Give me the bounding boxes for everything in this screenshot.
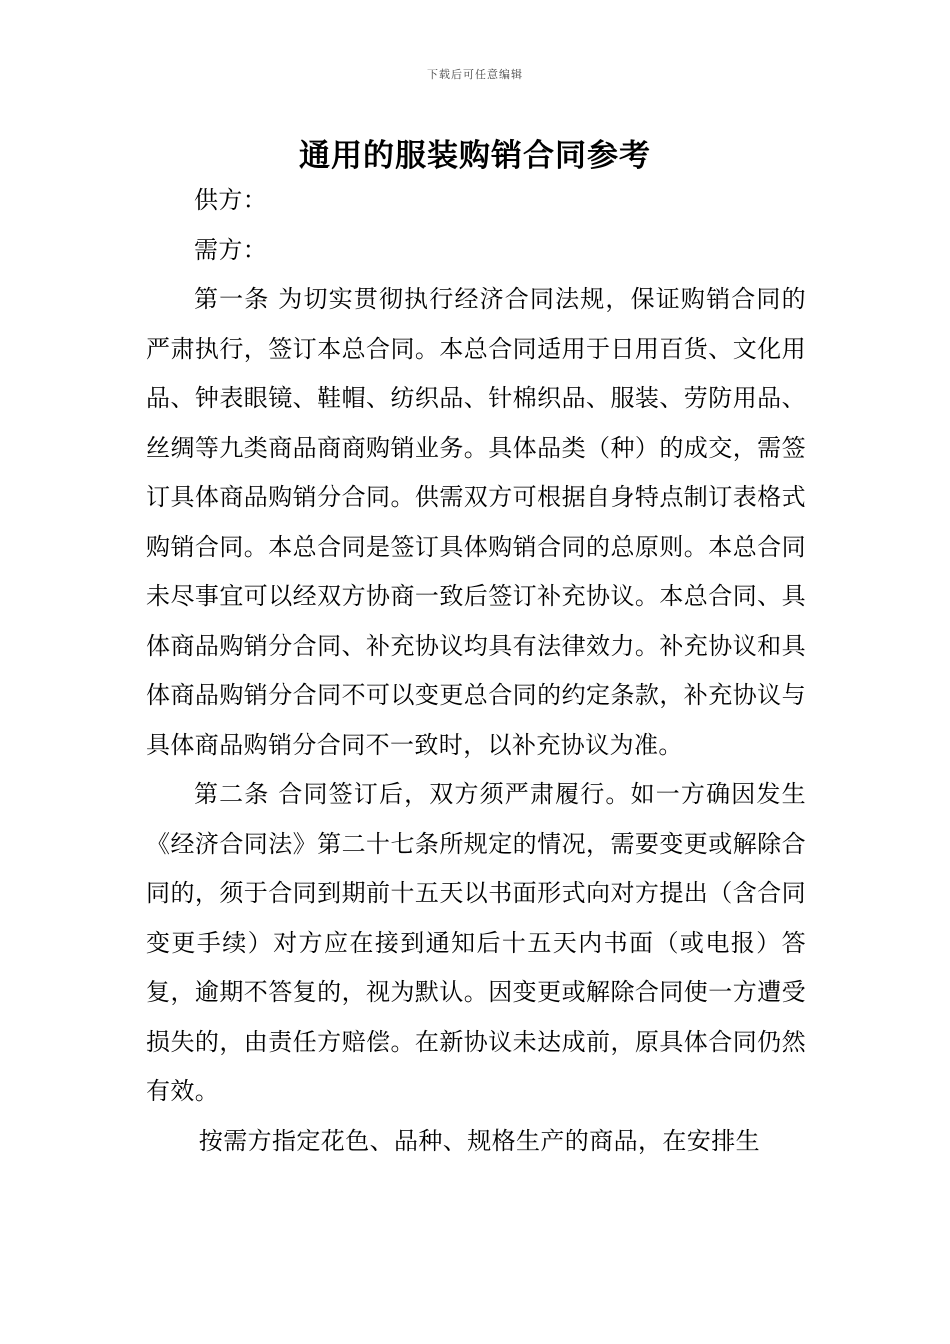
article-2-paragraph: 第二条 合同签订后，双方须严肃履行。如一方确因发生《经济合同法》第二十七条所规定的情况，需要变更或解除合同的，须于合同到期前十五天以书面形式向对方提出（含合同变更手续）对方应在接到通知后十五天内书面（或电报）答复，逾期不答复的，视为默认。因变更或解除合同使一方遭受损失的，由责任方赔偿。在新协议未达成前，原具体合同仍然有效。 (146, 780, 806, 1105)
article-1-paragraph: 第一条 为切实贯彻执行经济合同法规，保证购销合同的严肃执行，签订本总合同。本总合同适用于日用百货、文化用品、钟表眼镜、鞋帽、纺织品、针棉织品、服装、劳防用品、丝绸等九类商品商商购销业务。具体品类（种）的成交，需签订具体商品购销分合同。供需双方可根据自身特点制订表格式购销合同。本总合同是签订具体购销合同的总原则。本总合同未尽事宜可以经双方协商一致后签订补充协议。本总合同、具体商品购销分合同、补充协议均具有法律效力。补充协议和具体商品购销分合同不可以变更总合同的约定条款，补充协议与具体商品购销分合同不一致时，以补充协议为准。 (146, 285, 806, 759)
header-note: 下载后可任意编辑 (427, 68, 523, 81)
document-body (146, 176, 806, 1166)
production-paragraph: 按需方指定花色、品种、规格生产的商品，在安排生 (198, 1126, 760, 1155)
document-title: 通用的服装购销合同参考 (299, 138, 651, 174)
buyer-line: 需方： (194, 235, 268, 264)
supplier-line: 供方： (194, 186, 268, 214)
